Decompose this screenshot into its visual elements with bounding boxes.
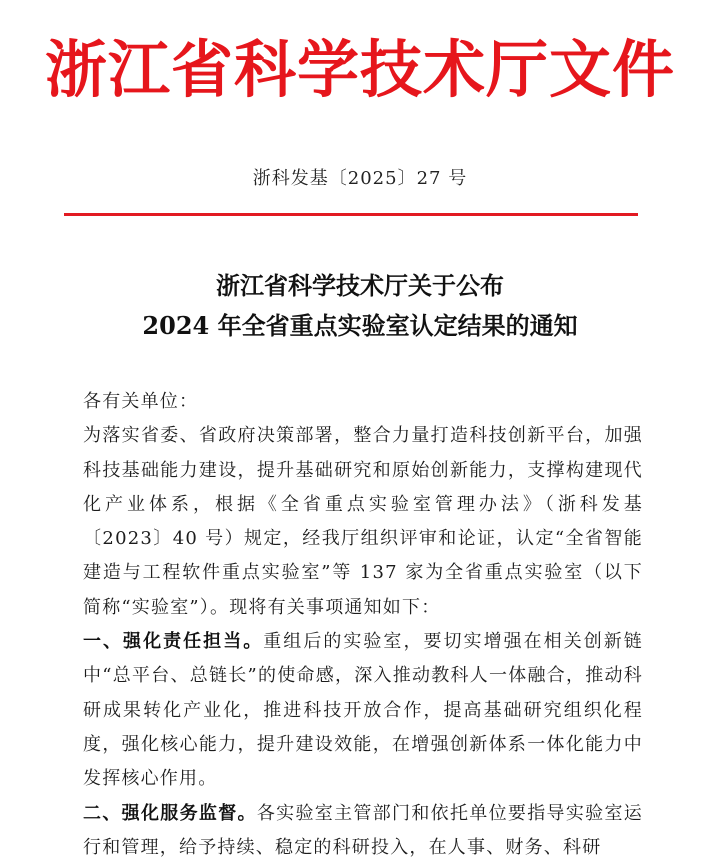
document-number: 浙科发基〔2025〕27 号 xyxy=(252,168,468,189)
notice-title-line-2: 2024 年全省重点实验室认定结果的通知 xyxy=(142,311,578,340)
red-divider-line xyxy=(64,213,638,216)
section-paragraph-2 xyxy=(83,797,643,866)
section-text-2: 各实验室主管部门和依托单位要指导实验室运行和管理，给予持续、稳定的科研投入，在人事、财务、科研 xyxy=(83,802,643,858)
section-heading-2: 二、强化服务监督。 xyxy=(83,802,257,824)
section-paragraph-1 xyxy=(83,625,643,796)
notice-title xyxy=(0,266,720,346)
notice-body xyxy=(83,385,643,865)
section-heading-1: 一、强化责任担当。 xyxy=(83,631,264,653)
masthead-title: 浙江省科学技术厅文件 xyxy=(44,33,675,106)
salutation: 各有关单位： xyxy=(83,391,199,412)
intro-paragraph: 为落实省委、省政府决策部署，整合力量打造科技创新平台，加强科技基础能力建设，提升基础研究和原始创新能力，支撑构建现代化产业体系，根据《全省重点实验室管理办法》（浙科发基〔2023〕40 号）规定，经我厅组织评审和论证，认定“全省智能建造与工程软件重点实验室”等 137 家为全省重点实验室（以下简称“实验室”）。现将有关事项通知如下： xyxy=(83,425,643,618)
section-text-1: 重组后的实验室，要切实增强在相关创新链中“总平台、总链长”的使命感，深入推动教科人一体融合，推动科研成果转化产业化，推进科技开放合作，提高基础研究组织化程度，强化核心能力，提升建设效能，在增强创新体系一体化能力中发挥核心作用。 xyxy=(83,631,643,790)
notice-title-line-1: 浙江省科学技术厅关于公布 xyxy=(216,271,504,300)
